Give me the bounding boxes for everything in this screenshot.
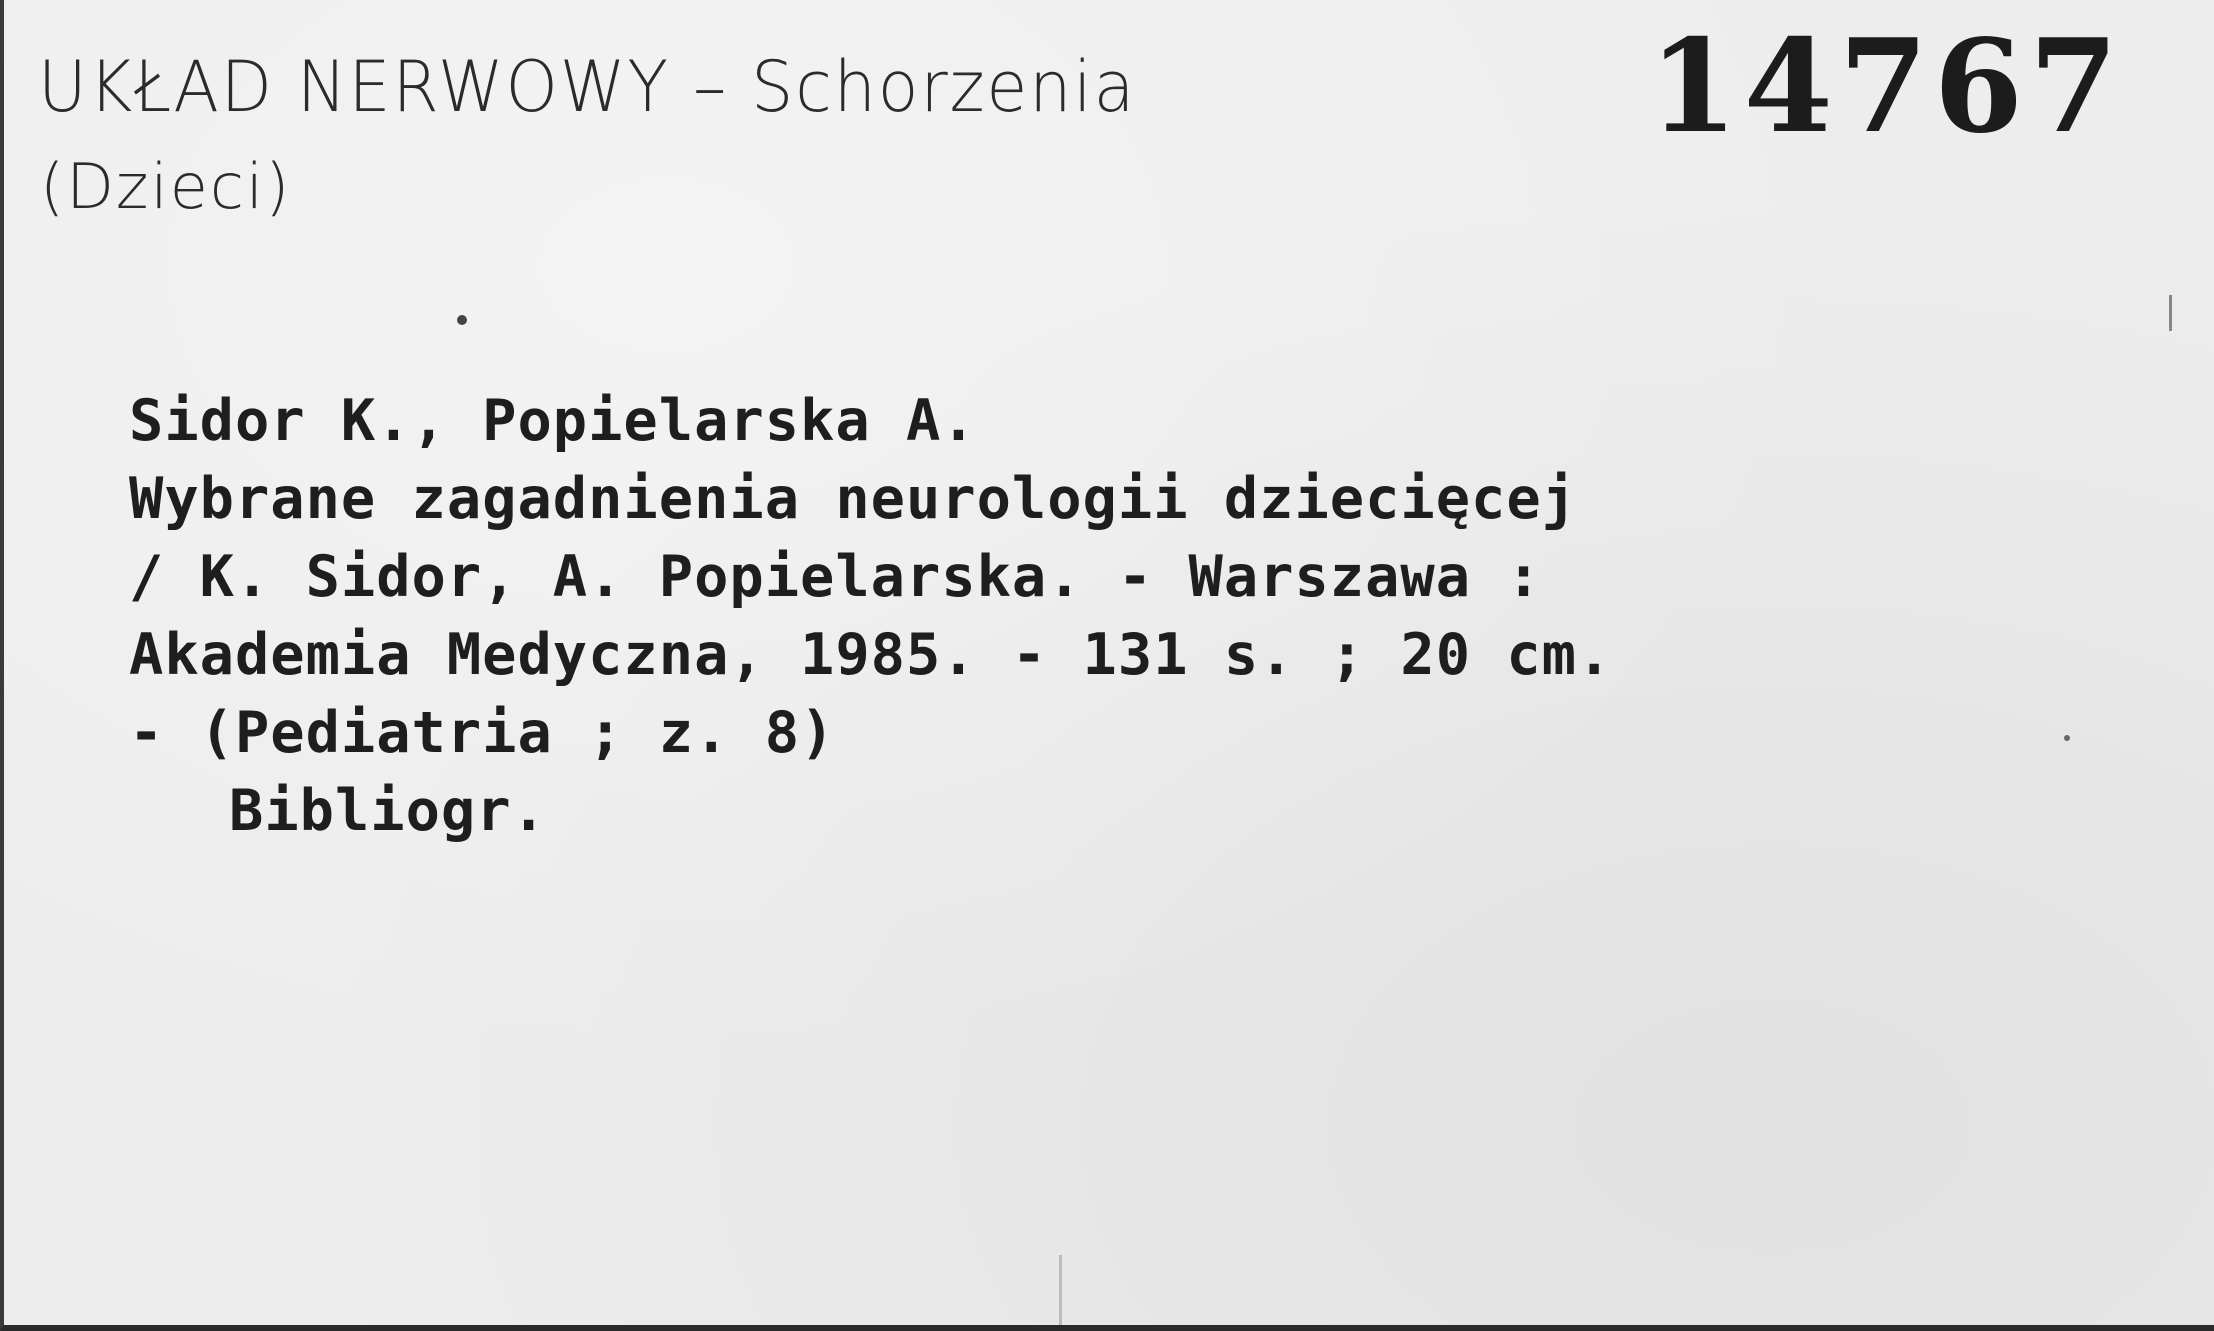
bibliographic-entry xyxy=(129,382,1612,850)
entry-responsibility: / K. Sidor, A. Popielarska. - Warszawa : xyxy=(129,544,1542,610)
entry-publication: Akademia Medyczna, 1985. - 131 s. ; 20 cm. xyxy=(129,622,1613,688)
entry-title: Wybrane zagadnienia neurologii dziecięcej xyxy=(129,466,1577,532)
ink-speck xyxy=(2064,735,2070,741)
entry-series: - (Pediatria ; z. 8) xyxy=(129,700,836,766)
subject-qualifier: (Dzieci) xyxy=(40,150,292,223)
entry-authors: Sidor K., Popielarska A. xyxy=(129,388,977,454)
paper-scratch xyxy=(1059,1255,1062,1325)
subject-heading: UKŁAD NERWOWY – Schorzenia xyxy=(38,46,1137,128)
paper-scratch xyxy=(2169,295,2172,331)
card-number: 14767 xyxy=(1648,12,2124,162)
ink-speck xyxy=(457,315,467,325)
entry-note: Bibliogr. xyxy=(229,778,547,844)
